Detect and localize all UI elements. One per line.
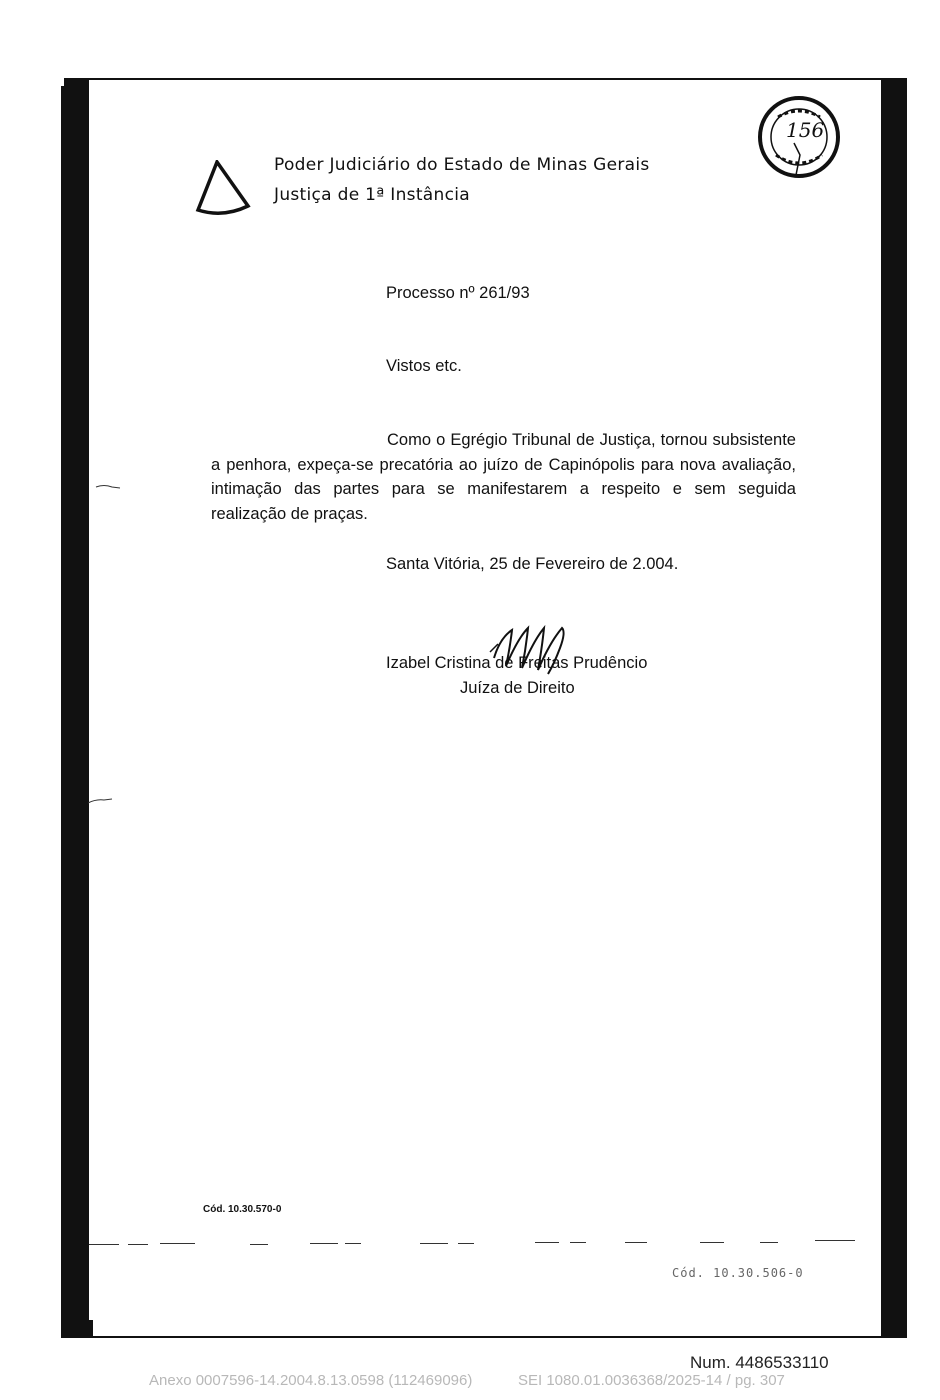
cut-line-segment	[535, 1242, 559, 1243]
scan-left-edge	[61, 78, 89, 1338]
cut-line-segment	[89, 1244, 119, 1245]
cut-line-segment	[700, 1242, 724, 1243]
scan-bottom-left-tab	[61, 1320, 93, 1338]
form-code-faded: Cód. 10.30.506-0	[672, 1266, 804, 1280]
process-number: Processo nº 261/93	[386, 284, 530, 302]
scan-right-edge	[881, 78, 907, 1338]
form-code: Cód. 10.30.570-0	[203, 1204, 282, 1215]
cut-line-segment	[760, 1242, 778, 1243]
document-number: Num. 4486533110	[690, 1353, 829, 1372]
cut-line-segment	[458, 1243, 474, 1244]
scan-left-edge-notch	[61, 78, 64, 86]
cut-line-segment	[420, 1243, 448, 1244]
cut-line-segment	[250, 1244, 268, 1245]
cut-line-segment	[570, 1242, 586, 1243]
date-line: Santa Vitória, 25 de Fevereiro de 2.004.	[386, 555, 679, 573]
margin-mark	[86, 796, 116, 806]
header-instance: Justiça de 1ª Instância	[274, 185, 470, 205]
signer-name: Izabel Cristina de Freitas Prudêncio	[386, 654, 648, 672]
cut-line-segment	[625, 1242, 647, 1243]
cut-line-segment	[815, 1240, 855, 1241]
cut-line-segment	[128, 1244, 148, 1245]
sei-reference: SEI 1080.01.0036368/2025-14 / pg. 307	[518, 1372, 785, 1389]
margin-mark	[94, 482, 124, 492]
greeting: Vistos etc.	[386, 357, 462, 375]
court-triangle-logo	[195, 160, 255, 216]
annex-reference: Anexo 0007596-14.2004.8.13.0598 (112469096)	[149, 1372, 473, 1389]
decision-paragraph: Como o Egrégio Tribunal de Justiça, tornou subsistente a penhora, expeça-se precatória ao juízo de Capinópolis para nova avaliação, intimação das partes para se manifestarem a respeito e sem seguida realização de praças.	[211, 431, 796, 523]
cut-line-segment	[310, 1243, 338, 1244]
cut-line-segment	[160, 1243, 195, 1244]
signer-role: Juíza de Direito	[460, 679, 575, 697]
stamp-number: 156	[786, 118, 825, 142]
cut-line-segment	[345, 1243, 361, 1244]
header-court-name: Poder Judiciário do Estado de Minas Gerais	[274, 155, 650, 175]
scan-top-edge	[89, 78, 881, 80]
scan-bottom-edge	[89, 1336, 881, 1338]
